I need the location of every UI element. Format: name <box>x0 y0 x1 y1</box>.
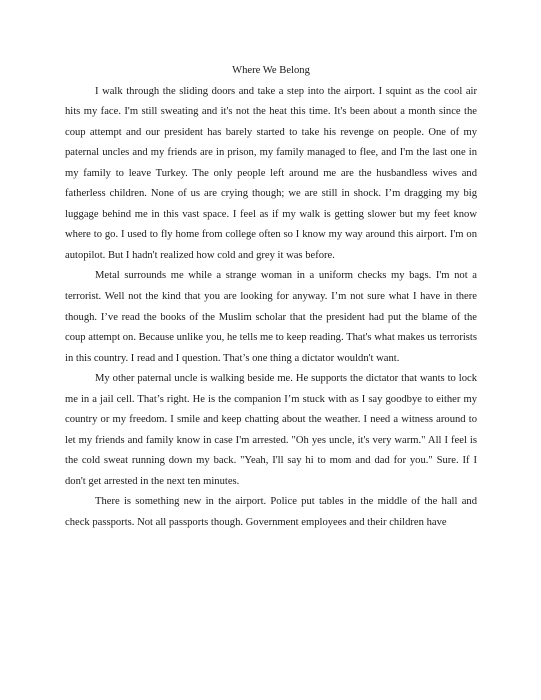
paragraph-2: Metal surrounds me while a strange woman in a uniform checks my bags. I'm not a terrorist. Well not the kind that you are looking for anyway. I’m not sure what I have in there though. I’ve read the books of the Muslim scholar that the president had put the blame of the coup attempt on. Because unlike you, he tells me to keep reading. That's what makes us terrorists in this country. I read and I question. That’s one thing a dictator wouldn't want. <box>65 270 477 364</box>
document-body <box>65 61 477 534</box>
page-title: Where We Belong <box>232 65 310 76</box>
paragraph-4: There is something new in the airport. Police put tables in the middle of the hall and check passports. Not all passports though. Government employees and their children have <box>65 496 477 529</box>
paragraph-3: My other paternal uncle is walking beside me. He supports the dictator that wants to lock me in a jail cell. That’s right. He is the companion I’m stuck with as I say goodbye to either my country or my freedom. I smile and keep chatting about the weather. I need a witness around to let my friends and family know in case I'm arrested. "Oh yes uncle, it's very warm." All I feel is the cold sweat running down my back. "Yeah, I'll say hi to mom and dad for you." Sure. If I don't get arrested in the next ten minutes. <box>65 373 477 487</box>
paragraph-1: I walk through the sliding doors and take a step into the airport. I squint as the cool air hits my face. I'm still sweating and it's not the heat this time. It's been about a month since the coup attempt and our president has barely started to take his revenge on people. One of my paternal uncles and my friends are in prison, my family managed to flee, and I'm the last one in my family to leave Turkey. The only people left around me are the husbandless wives and fatherless children. None of us are crying though; we are still in shock. I’m dragging my big luggage behind me in this vast space. I feel as if my walk is getting slower but my feet know where to go. I used to fly home from college often so I know my way around this airport. I'm on autopilot. But I hadn't realized how cold and grey it was before. <box>65 85 477 261</box>
